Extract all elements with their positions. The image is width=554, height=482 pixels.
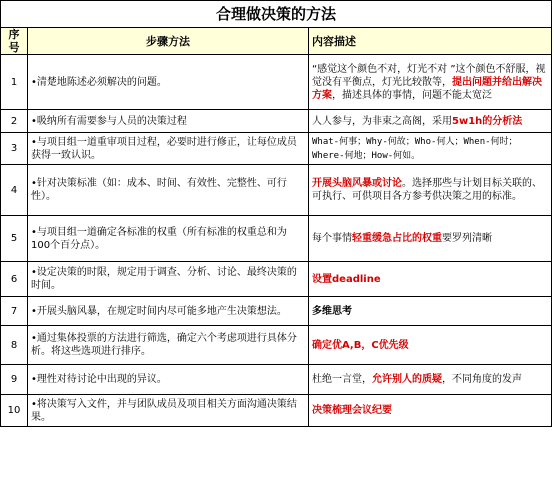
table-title: 合理做决策的方法: [1, 1, 552, 28]
header-row: [1, 28, 552, 55]
row-number: 3: [1, 133, 28, 165]
content-description: [309, 110, 552, 133]
row-number: 8: [1, 326, 28, 365]
highlight-text: 5w1h的分析法: [452, 115, 523, 127]
title-row: [1, 1, 552, 28]
step-method: •吸纳所有需要参与人员的决策过程: [28, 110, 309, 133]
highlight-text: 确定优A,B，C优先级: [312, 339, 409, 351]
content-description: [309, 365, 552, 395]
table-body: [1, 55, 552, 427]
step-method: •清楚地陈述必须解决的问题。: [28, 55, 309, 110]
content-description: [309, 216, 552, 262]
row-number: 6: [1, 262, 28, 297]
step-method: •与项目组一道重审项目过程，必要时进行修正，让每位成员获得一致认识。: [28, 133, 309, 165]
header-num: 序号: [1, 28, 28, 55]
table-row: [1, 110, 552, 133]
step-method: •设定决策的时限，规定用于调查、分析、讨论、最终决策的时间。: [28, 262, 309, 297]
description-text: 杜绝一言堂，: [312, 374, 372, 385]
table-row: [1, 395, 552, 427]
row-number: 1: [1, 55, 28, 110]
row-number: 4: [1, 165, 28, 216]
header-desc: 内容描述: [309, 28, 552, 55]
content-description: [309, 165, 552, 216]
row-number: 2: [1, 110, 28, 133]
row-number: 10: [1, 395, 28, 427]
description-text: ，不同角度的发声: [442, 374, 522, 385]
description-text: 要罗列清晰: [442, 233, 492, 244]
table-row: [1, 133, 552, 165]
table-row: [1, 55, 552, 110]
step-method: •理性对待讨论中出现的异议。: [28, 365, 309, 395]
content-description: [309, 297, 552, 326]
description-text: “感觉这个颜色不对，灯光不对 ”这个颜色不舒服，视觉没有平衡点，灯光比较散等，: [312, 63, 546, 88]
row-number: 7: [1, 297, 28, 326]
description-text: 每个事情: [312, 233, 352, 244]
table-row: [1, 165, 552, 216]
description-text: ，描述具体的事情，问题不能太宽泛: [332, 89, 492, 101]
highlight-text: 轻重缓急占比的权重: [352, 233, 442, 244]
content-description: [309, 395, 552, 427]
description-text: 多维思考: [312, 305, 352, 317]
step-method: •针对决策标准（如：成本、时间、有效性、完整性、可行性）。: [28, 165, 309, 216]
content-description: [309, 326, 552, 365]
row-number: 5: [1, 216, 28, 262]
table-row: [1, 297, 552, 326]
description-text: 人人参与，为非束之高阁，采用: [312, 115, 452, 127]
row-number: 9: [1, 365, 28, 395]
highlight-text: 开展头脑风暴或讨论: [312, 178, 402, 189]
table-row: [1, 216, 552, 262]
highlight-text: 决策梳理会议纪要: [312, 405, 392, 416]
step-method: •开展头脑风暴，在规定时间内尽可能多地产生决策想法。: [28, 297, 309, 326]
step-method: •与项目组一道确定各标准的权重（所有标准的权重总和为100个百分点）。: [28, 216, 309, 262]
content-description: [309, 262, 552, 297]
highlight-text: 允许别人的质疑: [372, 374, 442, 385]
step-method: •将决策写入文件，并与团队成员及项目相关方面沟通决策结果。: [28, 395, 309, 427]
table-row: [1, 262, 552, 297]
table-row: [1, 365, 552, 395]
table-row: [1, 326, 552, 365]
description-text: 。选择那些与计划目标关联的、可执行、可供项目各方参考供决策之用的标准。: [312, 178, 542, 202]
highlight-text: 提出问题并给出解决方案: [312, 76, 542, 101]
step-method: •通过集体投票的方法进行筛选，确定六个考虑项进行具体分析。将这些选项进行排序。: [28, 326, 309, 365]
highlight-text: 设置deadline: [312, 273, 381, 285]
content-description: [309, 133, 552, 165]
content-description: [309, 55, 552, 110]
description-text: What-何事；Why-何故；Who-何人；When-何时； Where-何地；How-何如。: [312, 136, 518, 161]
header-steps: 步骤方法: [28, 28, 309, 55]
